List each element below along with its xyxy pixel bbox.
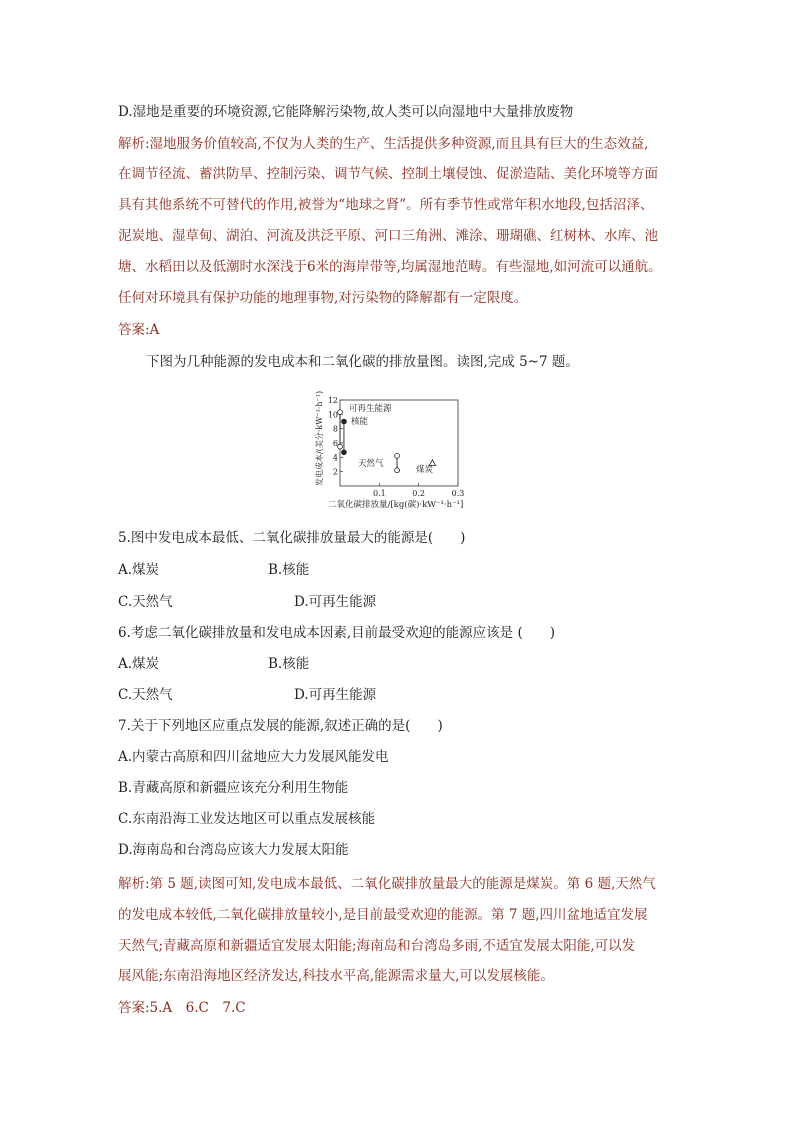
option-a-text: A.煤炭 (118, 562, 160, 578)
option-b-text: B.青藏高原和新疆应该充分利用生物能 (118, 780, 349, 796)
question-5: 5.图中发电成本最低、二氧化碳排放量最大的能源是( ) (118, 530, 466, 546)
option-c (118, 592, 377, 612)
option-c-text: C.东南沿海工业发达地区可以重点发展核能 (118, 811, 376, 827)
answer-line: 答案:5.A 6.C 7.C (118, 1000, 246, 1016)
data-point-circle (338, 410, 343, 415)
legend-label-natural-gas: 天然气 (358, 459, 384, 469)
option-c-text: C.天然气 (118, 594, 173, 610)
legend-label-renewable: 可再生能源 (349, 404, 392, 414)
explanation-line: 展风能;东南沿海地区经济发达,科技水平高,能源需求量大,可以发展核能。 (118, 968, 554, 984)
option-a-text: A.内蒙古高原和四川盆地应大力发展风能发电 (118, 749, 389, 765)
y-axis-label: 发电成本/(美分·kW⁻¹·h⁻¹) (315, 390, 324, 486)
option-b-text: B.核能 (268, 656, 310, 672)
legend-label-nuclear: 核能 (351, 417, 369, 427)
explanation-line: 泥炭地、湿草甸、湖泊、河流及洪泛平原、河口三角洲、滩涂、珊瑚礁、红树林、水库、池 (118, 228, 658, 244)
data-point-circle (342, 419, 347, 424)
y-tick-label: 4 (332, 453, 338, 463)
x-tick-label: 0.2 (412, 489, 426, 498)
x-tick-label: 0.1 (372, 489, 386, 498)
option-a (118, 560, 310, 580)
option-c (118, 685, 377, 705)
data-point-circle (395, 468, 400, 473)
data-point-circle (395, 454, 400, 459)
data-point-circle (338, 444, 343, 449)
explanation-line: 在调节径流、蓄洪防旱、控制污染、调节气候、控制土壤侵蚀、促淤造陆、美化环境等方面 (118, 166, 658, 182)
option-b-text: B.核能 (268, 562, 310, 578)
energy-scatter-chart (306, 386, 506, 512)
data-point-circle (342, 450, 347, 455)
y-tick-label: 12 (327, 396, 338, 405)
y-tick-label: 2 (332, 467, 338, 477)
explanation-line: 解析:湿地服务价值较高,不仅为人类的生产、生活提供多种资源,而且具有巨大的生态效益, (118, 136, 649, 152)
explanation-line: 解析:第 5 题,读图可知,发电成本最低、二氧化碳排放量最大的能源是煤炭。第 6 题,天然气 (118, 876, 656, 892)
explanation-line: 具有其他系统不可替代的作用,被誉为“地球之肾”。所有季节性或常年积水地段,包括沼泽、 (118, 197, 654, 213)
question-7: 7.关于下列地区应重点发展的能源,叙述正确的是( ) (118, 718, 443, 734)
question-intro: 下图为几种能源的发电成本和二氧化碳的排放量图。读图,完成 5~7 题。 (146, 354, 579, 370)
explanation-line: 天然气;青藏高原和新疆适宜发展太阳能;海南岛和台湾岛多雨,不适宜发展太阳能,可以发 (118, 938, 636, 954)
option-d-text: D.可再生能源 (294, 687, 377, 703)
legend-label-coal: 煤炭 (416, 465, 434, 475)
explanation-line: 任何对环境具有保护功能的地理事物,对污染物的降解都有一定限度。 (118, 290, 528, 306)
explanation-line: 的发电成本较低,二氧化碳排放量较小,是目前最受欢迎的能源。第 7 题,四川盆地适宜发展 (118, 907, 648, 923)
y-tick-label: 10 (327, 410, 338, 420)
x-tick-label: 0.3 (451, 489, 465, 498)
option-d-text: D.可再生能源 (294, 594, 377, 610)
y-tick-label: 6 (332, 439, 338, 448)
option-a-text: A.煤炭 (118, 656, 160, 672)
answer-line: 答案:A (118, 322, 160, 338)
y-tick-label: 8 (332, 424, 338, 434)
option-d-line: D.湿地是重要的环境资源,它能降解污染物,故人类可以向湿地中大量排放废物 (118, 104, 574, 120)
option-d-text: D.海南岛和台湾岛应该大力发展太阳能 (118, 842, 349, 858)
x-axis-label: 二氧化碳排放量/[kg(碳)·kW⁻¹·h⁻¹] (328, 500, 464, 510)
question-6: 6.考虑二氧化碳排放量和发电成本因素,目前最受欢迎的能源应该是 ( ) (118, 625, 555, 641)
option-a (118, 654, 310, 674)
explanation-line: 塘、水稻田以及低潮时水深浅于6米的海岸带等,均属湿地范畴。有些湿地,如河流可以通航。 (118, 259, 662, 275)
option-c-text: C.天然气 (118, 687, 173, 703)
